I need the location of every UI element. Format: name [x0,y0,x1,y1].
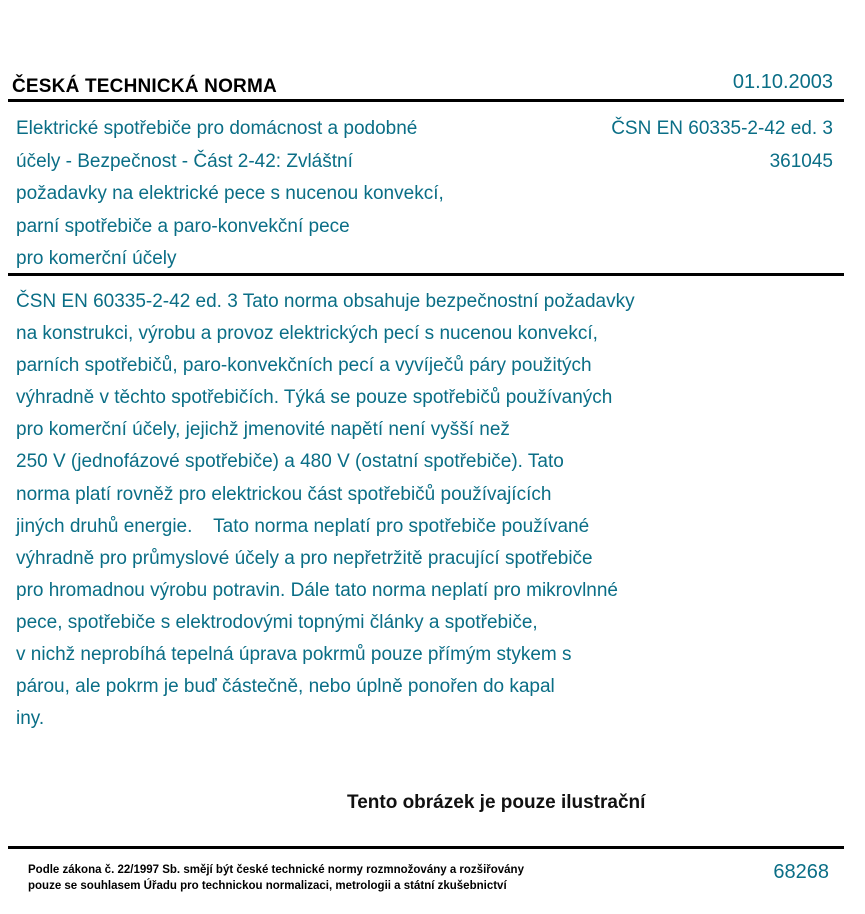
abstract-line: pro komerční účely, jejichž jmenovité napětí není vyšší než [16,419,510,441]
abstract-line: výhradně v těchto spotřebičích. Týká se pouze spotřebičů používaných [16,387,613,409]
abstract-line: norma platí rovněž pro elektrickou část spotřebičů používajících [16,483,552,505]
abstract-line: pro hromadnou výrobu potravin. Dále tato norma neplatí pro mikrovlnné [16,579,618,601]
abstract-line: parních spotřebičů, paro-konvekčních pecí a vyvíječů páry použitých [16,355,592,377]
abstract-line: v nichž neprobíhá tepelná úprava pokrmů pouze přímým stykem s [16,644,572,666]
abstract-line: na konstrukci, výrobu a provoz elektrických pecí s nucenou konvekcí, [16,323,598,345]
header-title: ČESKÁ TECHNICKÁ NORMA [12,76,277,97]
title-line: parní spotřebiče a paro-konvekční pece [16,215,350,237]
footer-rule [8,846,844,849]
title-line: Elektrické spotřebiče pro domácnost a podobné [16,118,418,139]
abstract-line: jiných druhů energie. Tato norma neplatí pro spotřebiče používané [16,515,590,537]
title-rule [8,273,844,276]
illustration-notice: Tento obrázek je pouze ilustrační [347,792,646,813]
abstract-line: pece, spotřebiče s elektrodovými topnými články a spotřebiče, [16,611,538,633]
abstract-line: 250 V (jednofázové spotřebiče) a 480 V (ostatní spotřebiče). Tato [16,451,564,473]
title-line: pro komerční účely [16,248,177,269]
document-title [16,113,536,276]
legal-line: pouze se souhlasem Úřadu pro technickou normalizaci, metrologii a státní zkušebnictví [28,880,507,892]
abstract-line: iny. [16,708,45,730]
legal-line: Podle zákona č. 22/1997 Sb. smějí být české technické normy rozmnožovány a rozšiřovány [28,864,524,876]
abstract-line: ČSN EN 60335-2-42 ed. 3 Tato norma obsahuje bezpečnostní požadavky [16,291,635,312]
title-line: účely - Bezpečnost - Část 2-42: Zvláštní [16,150,353,172]
class-number: 361045 [769,150,833,172]
abstract-line: párou, ale pokrm je buď částečně, nebo úplně ponořen do kapal [16,676,555,698]
catalog-number: 68268 [773,861,829,883]
abstract-line: výhradně pro průmyslové účely a pro nepřetržitě pracující spotřebiče [16,547,593,569]
legal-notice [28,862,524,894]
standard-identifiers [611,113,833,178]
title-line: požadavky na elektrické pece s nucenou konvekcí, [16,183,444,204]
issue-date: 01.10.2003 [732,71,833,93]
standard-code: ČSN EN 60335-2-42 ed. 3 [611,118,833,139]
abstract [16,286,776,735]
header-rule [8,99,844,102]
